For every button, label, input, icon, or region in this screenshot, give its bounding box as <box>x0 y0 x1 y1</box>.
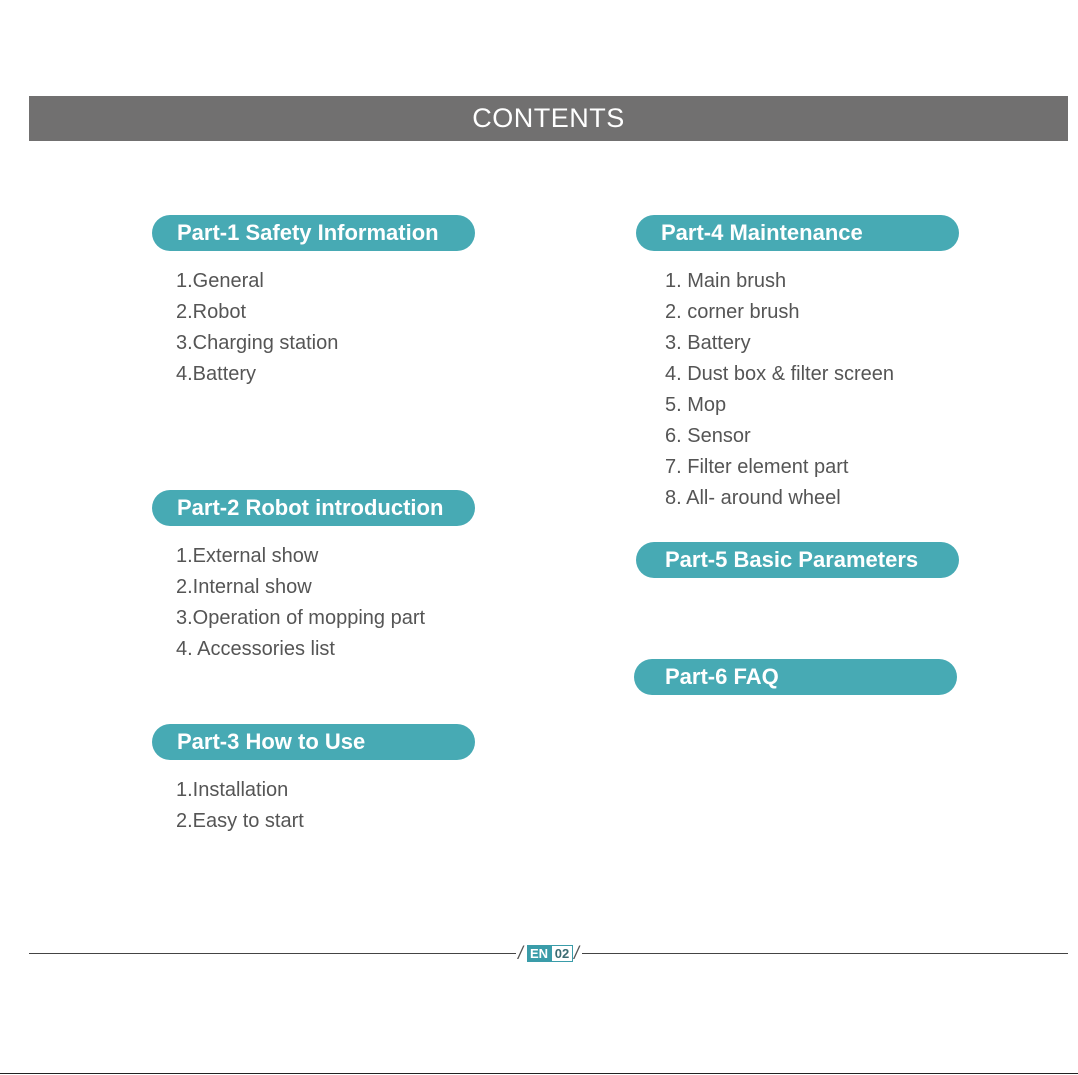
list-item[interactable]: 3. Battery <box>665 332 751 354</box>
list-item[interactable]: 7. Filter element part <box>665 456 849 478</box>
section-header-part-6[interactable]: Part-6 FAQ <box>634 659 957 695</box>
list-item[interactable]: 5. Mop <box>665 394 727 416</box>
list-item[interactable]: 2. corner brush <box>665 301 800 323</box>
contents-banner <box>29 96 1068 141</box>
section-list-part-1 <box>176 266 338 390</box>
language-label: EN <box>527 945 551 962</box>
list-item[interactable]: 1. Main brush <box>665 270 787 292</box>
list-item[interactable]: 8. All- around wheel <box>665 487 841 509</box>
bottom-border <box>0 1073 1078 1074</box>
list-item[interactable]: 2.Easy to start <box>176 810 304 832</box>
section-header-part-2[interactable]: Part-2 Robot introduction <box>152 490 475 526</box>
list-item[interactable]: 3.Charging station <box>176 332 339 354</box>
page-number: 02 <box>551 945 573 962</box>
section-list-part-2 <box>176 541 425 665</box>
list-item[interactable]: 4. Dust box & filter screen <box>665 363 894 385</box>
list-item[interactable]: 6. Sensor <box>665 425 751 447</box>
slash-decoration-icon: / <box>518 943 524 963</box>
list-item[interactable]: 2.Robot <box>176 301 247 323</box>
list-item[interactable]: 1.General <box>176 270 264 292</box>
list-item[interactable]: 4. Accessories list <box>176 638 335 660</box>
slash-decoration-icon: / <box>574 943 580 963</box>
section-header-part-1[interactable]: Part-1 Safety Information <box>152 215 475 251</box>
section-list-part-3 <box>176 775 304 837</box>
page-number-badge <box>517 942 581 966</box>
section-list-part-4 <box>665 266 894 514</box>
section-header-part-5[interactable]: Part-5 Basic Parameters <box>636 542 959 578</box>
list-item[interactable]: 1.External show <box>176 545 319 567</box>
section-header-part-4[interactable]: Part-4 Maintenance <box>636 215 959 251</box>
footer-divider-right <box>582 953 1068 954</box>
list-item[interactable]: 3.Operation of mopping part <box>176 607 426 629</box>
footer-divider-left <box>29 953 516 954</box>
list-item[interactable]: 4.Battery <box>176 363 257 385</box>
page-title: CONTENTS <box>472 103 625 133</box>
list-item[interactable]: 1.Installation <box>176 779 289 801</box>
section-header-part-3[interactable]: Part-3 How to Use <box>152 724 475 760</box>
list-item[interactable]: 2.Internal show <box>176 576 312 598</box>
